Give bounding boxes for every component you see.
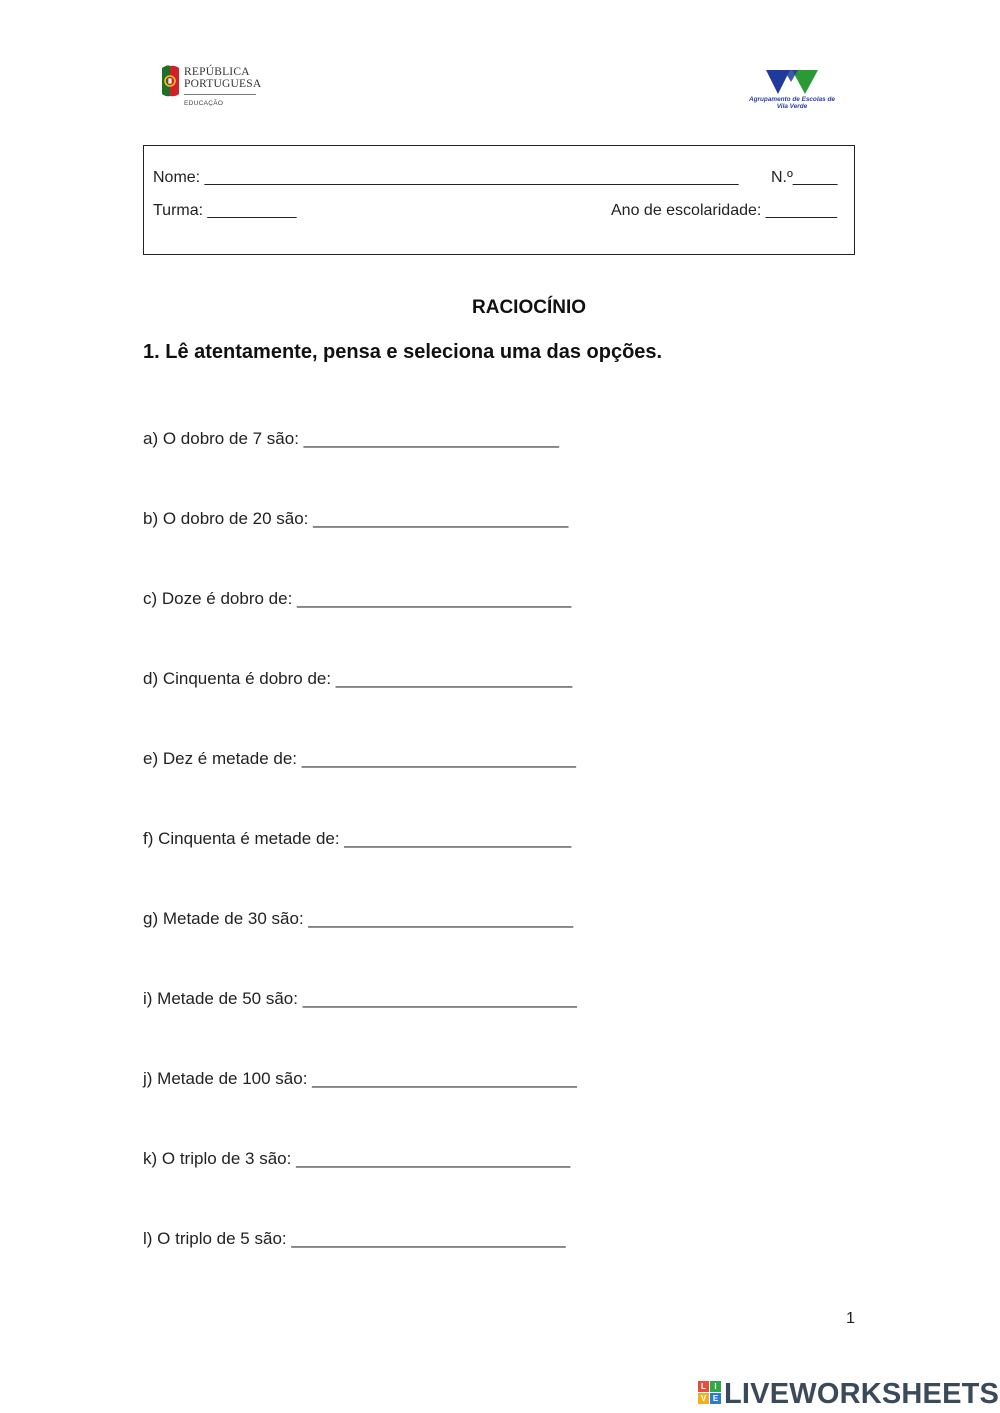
page-title: RACIOCÍNIO (472, 297, 586, 318)
badge-letter-i: I (710, 1381, 721, 1392)
exercise-instruction: 1. Lê atentamente, pensa e seleciona uma das opções. (143, 341, 663, 363)
badge-letter-l: L (698, 1381, 709, 1392)
logo-line-portuguesa: PORTUGUESA (184, 78, 262, 90)
question-j[interactable]: j) Metade de 100 são: ____________________________ (143, 1069, 577, 1088)
badge-letter-e: E (710, 1393, 721, 1404)
class-field[interactable]: Turma: __________ (153, 202, 297, 219)
logo-line-republica: REPÚBLICA (184, 66, 250, 78)
question-g[interactable]: g) Metade de 30 são: ____________________________ (143, 909, 574, 928)
portuguese-flag-emblem-icon (160, 64, 180, 98)
page-number: 1 (846, 1310, 855, 1327)
school-year-field[interactable]: Ano de escolaridade: ________ (611, 202, 837, 219)
double-triangle-logo-icon (764, 68, 820, 96)
badge-letter-v: V (698, 1393, 709, 1404)
question-i[interactable]: i) Metade de 50 são: _____________________________ (143, 989, 577, 1008)
question-f[interactable]: f) Cinquenta é metade de: ________________________ (143, 829, 572, 848)
republica-portuguesa-logo (160, 64, 270, 114)
question-b[interactable]: b) O dobro de 20 são: ___________________________ (143, 509, 569, 528)
question-l[interactable]: l) O triplo de 5 são: _____________________________ (143, 1229, 566, 1248)
question-d[interactable]: d) Cinquenta é dobro de: _________________________ (143, 669, 573, 688)
question-c[interactable]: c) Doze é dobro de: _____________________________ (143, 589, 572, 608)
logo-subtitle-educacao: EDUCAÇÃO (184, 100, 224, 107)
logo-divider (184, 94, 256, 95)
agrupamento-vila-verde-logo (736, 68, 848, 114)
question-e[interactable]: e) Dez é metade de: _____________________________ (143, 749, 576, 768)
question-k[interactable]: k) O triplo de 3 são: _____________________________ (143, 1149, 571, 1168)
watermark-text: LIVEWORKSHEETS (724, 1378, 1000, 1410)
agrupamento-line1: Agrupamento de Escolas de (749, 96, 835, 103)
student-number-field[interactable]: N.º_____ (771, 169, 838, 186)
question-a[interactable]: a) O dobro de 7 são: ___________________________ (143, 429, 559, 448)
name-field[interactable]: Nome: ____________________________________________________________ (153, 169, 739, 186)
agrupamento-line2: Vila Verde (776, 102, 808, 110)
student-info-box (143, 145, 855, 255)
live-badge-icon (698, 1381, 722, 1405)
